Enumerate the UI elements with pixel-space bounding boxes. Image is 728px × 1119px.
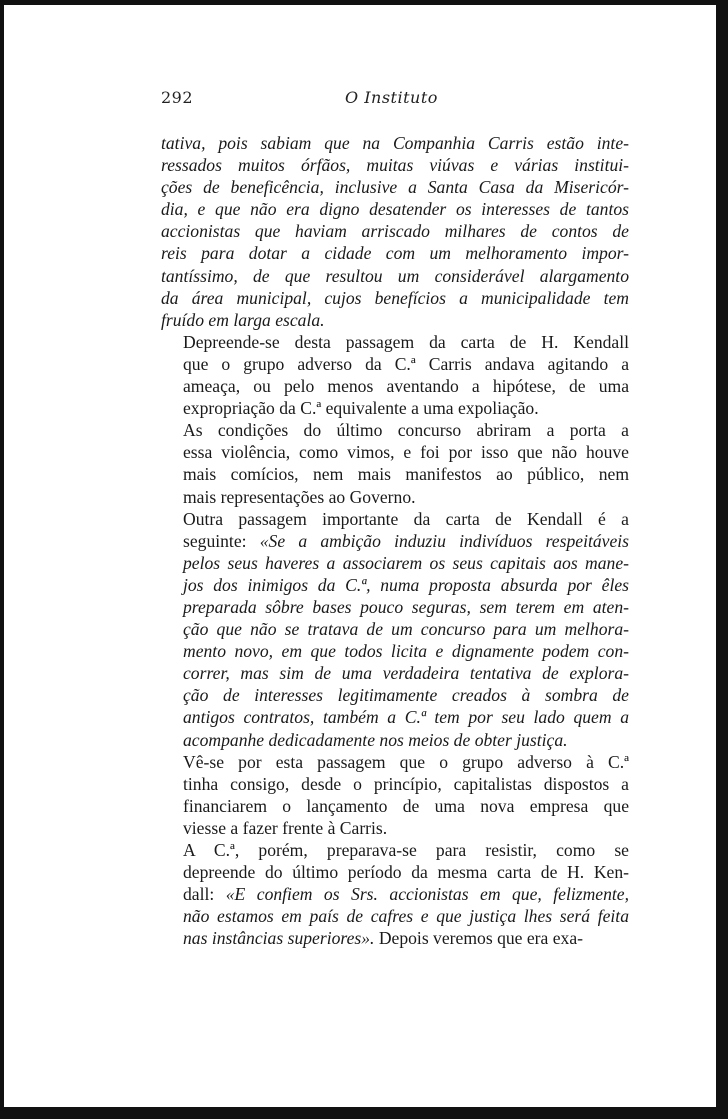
text: mais representações ao Governo. <box>183 486 416 507</box>
text: ameaça, ou pelo menos aventando a hipótese, de uma <box>183 376 629 397</box>
text-line <box>161 839 629 861</box>
italic-text: reis para dotar a cidade com um melhoramento impor- <box>161 243 629 264</box>
italic-text: dia, e que não era digno desatender os interesses de tantos <box>161 199 629 220</box>
italic-text: ressados muitos órfãos, muitas viúvas e várias institui- <box>161 155 629 176</box>
italic-text: ção que não se tratava de um concurso para um melhora- <box>183 619 629 640</box>
page-number: 292 <box>161 88 194 107</box>
italic-text: «E confiem os Srs. accionistas em que, felizmente, <box>225 884 630 905</box>
text-line <box>161 486 629 508</box>
text-line <box>161 861 629 883</box>
text-line <box>161 441 629 463</box>
page-header <box>161 88 626 112</box>
text-line <box>161 419 629 441</box>
paragraph <box>161 508 629 751</box>
text: Depreende-se desta passagem da carta de H. Kendall <box>183 331 629 352</box>
text-line <box>161 331 629 353</box>
text-line <box>161 596 629 618</box>
text-line <box>161 242 629 264</box>
italic-text: da área municipal, cujos benefícios a municipalidade tem <box>161 287 629 308</box>
body-text <box>161 132 629 949</box>
italic-text: não estamos em país de cafres e que justiça lhes será feita <box>183 906 629 927</box>
italic-text: ções de beneficência, inclusive a Santa Casa da Misericór- <box>161 177 629 198</box>
text-line <box>161 751 629 773</box>
text-line <box>161 154 629 176</box>
text-line <box>161 463 629 485</box>
italic-text: ção de interesses legitimamente creados à sombra de <box>183 685 629 706</box>
italic-text: antigos contratos, também a C.ª tem por seu lado quem a <box>183 707 629 728</box>
text: essa violência, como vimos, e foi por isso que não houve <box>183 442 629 463</box>
italic-text: nas instâncias superiores». <box>183 928 375 949</box>
running-title: O Instituto <box>345 88 438 107</box>
text-line <box>161 795 629 817</box>
text: que o grupo adverso da C.ª Carris andava agitando a <box>183 353 629 374</box>
text-line <box>161 287 629 309</box>
text-line <box>161 817 629 839</box>
text-line <box>161 905 629 927</box>
text-line <box>161 132 629 154</box>
text-line <box>161 198 629 220</box>
text: Vê-se por esta passagem que o grupo adverso à C.ª <box>183 751 629 772</box>
text: expropriação da C.ª equivalente a uma expoliação. <box>183 398 539 419</box>
italic-text: tantíssimo, de que resultou um considerável alargamento <box>161 265 629 286</box>
italic-text: accionistas que haviam arriscado milhares de contos de <box>161 221 629 242</box>
text-line <box>161 883 629 905</box>
text: mais comícios, nem mais manifestos ao público, nem <box>183 464 629 485</box>
text: financiarem o lançamento de uma nova empresa que <box>183 795 629 816</box>
text: dall: <box>183 884 226 905</box>
text-line <box>161 265 629 287</box>
italic-text: fruído em larga escala. <box>161 309 325 330</box>
text-line <box>161 397 629 419</box>
text: tinha consigo, desde o princípio, capitalistas dispostos a <box>183 773 629 794</box>
text-line <box>161 220 629 242</box>
text: As condições do último concurso abriram a porta a <box>183 420 629 441</box>
text-line <box>161 508 629 530</box>
italic-text: «Se a ambição induziu indivíduos respeitáveis <box>259 530 629 551</box>
italic-text: acompanhe dedicadamente nos meios de obter justiça. <box>183 729 568 750</box>
paragraph <box>161 751 629 839</box>
text-line <box>161 684 629 706</box>
paragraph <box>161 132 629 331</box>
paragraph <box>161 839 629 949</box>
text: depreende do último período da mesma carta de H. Ken- <box>183 862 629 883</box>
text-line <box>161 640 629 662</box>
text: viesse a fazer frente à Carris. <box>183 817 388 838</box>
text-line <box>161 552 629 574</box>
text: A C.ª, porém, preparava-se para resistir, como se <box>183 840 629 860</box>
italic-text: mento novo, em que todos licita e dignamente podem con- <box>183 641 629 662</box>
text-line <box>161 574 629 596</box>
text-line <box>161 176 629 198</box>
text-line <box>161 530 629 552</box>
text-line <box>161 773 629 795</box>
italic-text: correr, mas sim de uma verdadeira tentativa de explora- <box>183 663 629 684</box>
text: seguinte: <box>183 530 260 551</box>
italic-text: tativa, pois sabiam que na Companhia Carris estão inte- <box>161 133 629 153</box>
paragraph <box>161 419 629 507</box>
text: Depois veremos que era exa- <box>374 928 584 949</box>
italic-text: pelos seus haveres a associarem os seus capitais aos mane- <box>183 552 629 573</box>
text-line <box>161 309 629 331</box>
text-line <box>161 706 629 728</box>
text-line <box>161 729 629 751</box>
text-line <box>161 618 629 640</box>
italic-text: preparada sôbre bases pouco seguras, sem terem em aten- <box>183 596 629 617</box>
text-line <box>161 662 629 684</box>
paragraph <box>161 331 629 419</box>
text-line <box>161 353 629 375</box>
text: Outra passagem importante da carta de Kendall é a <box>183 508 629 529</box>
text-line <box>161 927 629 949</box>
italic-text: jos dos inimigos da C.ª, numa proposta absurda por êles <box>183 574 629 595</box>
text-line <box>161 375 629 397</box>
